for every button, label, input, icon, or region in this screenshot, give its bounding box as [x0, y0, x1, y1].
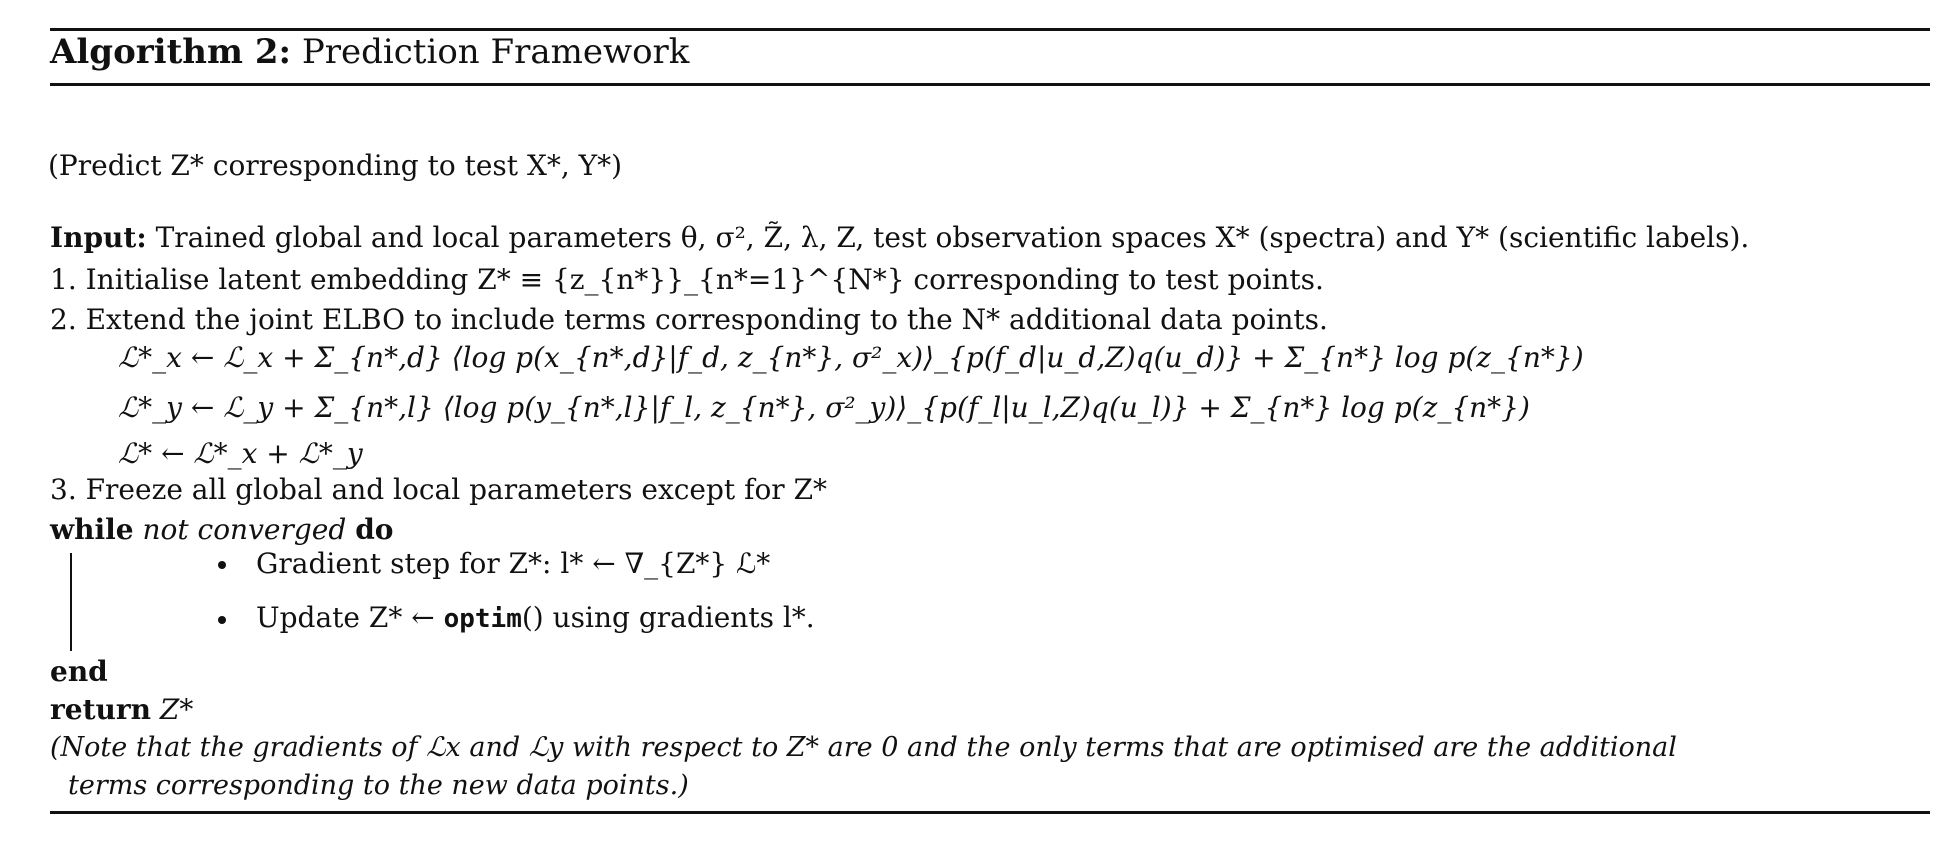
while-condition: not converged	[142, 513, 347, 546]
while-line	[50, 512, 393, 548]
input-label: Input:	[50, 221, 147, 254]
equation-lx-text: ℒ*_x ← ℒ_x + Σ_{n*,d} ⟨log p(x_{n*,d}|f_d, z_{n*}, σ²_x)⟩_{p(f_d|u_d,Z)q(u_d)} + Σ_{n*} log p(z_{n*})	[118, 341, 1584, 374]
note-line-2-text: terms corresponding to the new data points.)	[68, 770, 689, 801]
return-value: Z*	[159, 693, 194, 726]
bullet-1-text: Gradient step for Z*: l* ← ∇_{Z*} ℒ*	[256, 547, 771, 580]
bullet-1	[256, 546, 770, 582]
algorithm-label: Algorithm 2:	[50, 32, 292, 72]
caption-rule	[50, 83, 1930, 86]
bottom-rule	[50, 811, 1930, 814]
bullet-2	[256, 600, 815, 637]
return-keyword: return	[50, 693, 151, 726]
loop-bar	[70, 553, 72, 651]
while-keyword: while	[50, 513, 134, 546]
bullet-2-text-b: () using gradients l*.	[521, 601, 815, 634]
bullet-2-text-a: Update Z* ←	[256, 601, 435, 634]
step-2	[50, 302, 1328, 338]
step-1	[50, 262, 1324, 298]
note-line-2	[68, 768, 689, 804]
equation-ly-text: ℒ*_y ← ℒ_y + Σ_{n*,l} ⟨log p(y_{n*,l}|f_l, z_{n*}, σ²_y)⟩_{p(f_l|u_l,Z)q(u_l)} + Σ_{n*} log p(z_{n*})	[118, 391, 1530, 424]
predict-note	[48, 148, 622, 184]
return-line	[50, 692, 193, 728]
equation-ly	[118, 390, 1530, 426]
step-1-text: 1. Initialise latent embedding Z* ≡ {z_{n*}}_{n*=1}^{N*} corresponding to test points.	[50, 263, 1324, 296]
optim-code: optim	[443, 604, 522, 634]
end-keyword: end	[50, 655, 108, 688]
algorithm-caption	[50, 30, 689, 74]
do-keyword: do	[355, 513, 394, 546]
bullet-1-dot	[218, 561, 226, 569]
predict-note-text: (Predict Z* corresponding to test X*, Y*)	[48, 149, 623, 182]
note-line-1	[50, 730, 1677, 766]
input-text: Trained global and local parameters θ, σ², Z̃, λ, Z, test observation spaces X* (spectra) and Y* (scientific labels).	[155, 221, 1750, 254]
step-3-text: 3. Freeze all global and local parameters except for Z*	[50, 473, 828, 506]
bullet-2-dot	[218, 616, 226, 624]
equation-lx	[118, 340, 1584, 376]
equation-total-text: ℒ* ← ℒ*_x + ℒ*_y	[118, 437, 363, 470]
note-line-1-text: (Note that the gradients of ℒx and ℒy with respect to Z* are 0 and the only terms that are optimised are the additional	[50, 732, 1677, 763]
end-line	[50, 654, 108, 690]
step-3	[50, 472, 827, 508]
step-2-text: 2. Extend the joint ELBO to include terms corresponding to the N* additional data points.	[50, 303, 1328, 336]
input-line	[50, 220, 1749, 256]
algorithm-title: Prediction Framework	[301, 32, 690, 72]
equation-total	[118, 436, 363, 472]
